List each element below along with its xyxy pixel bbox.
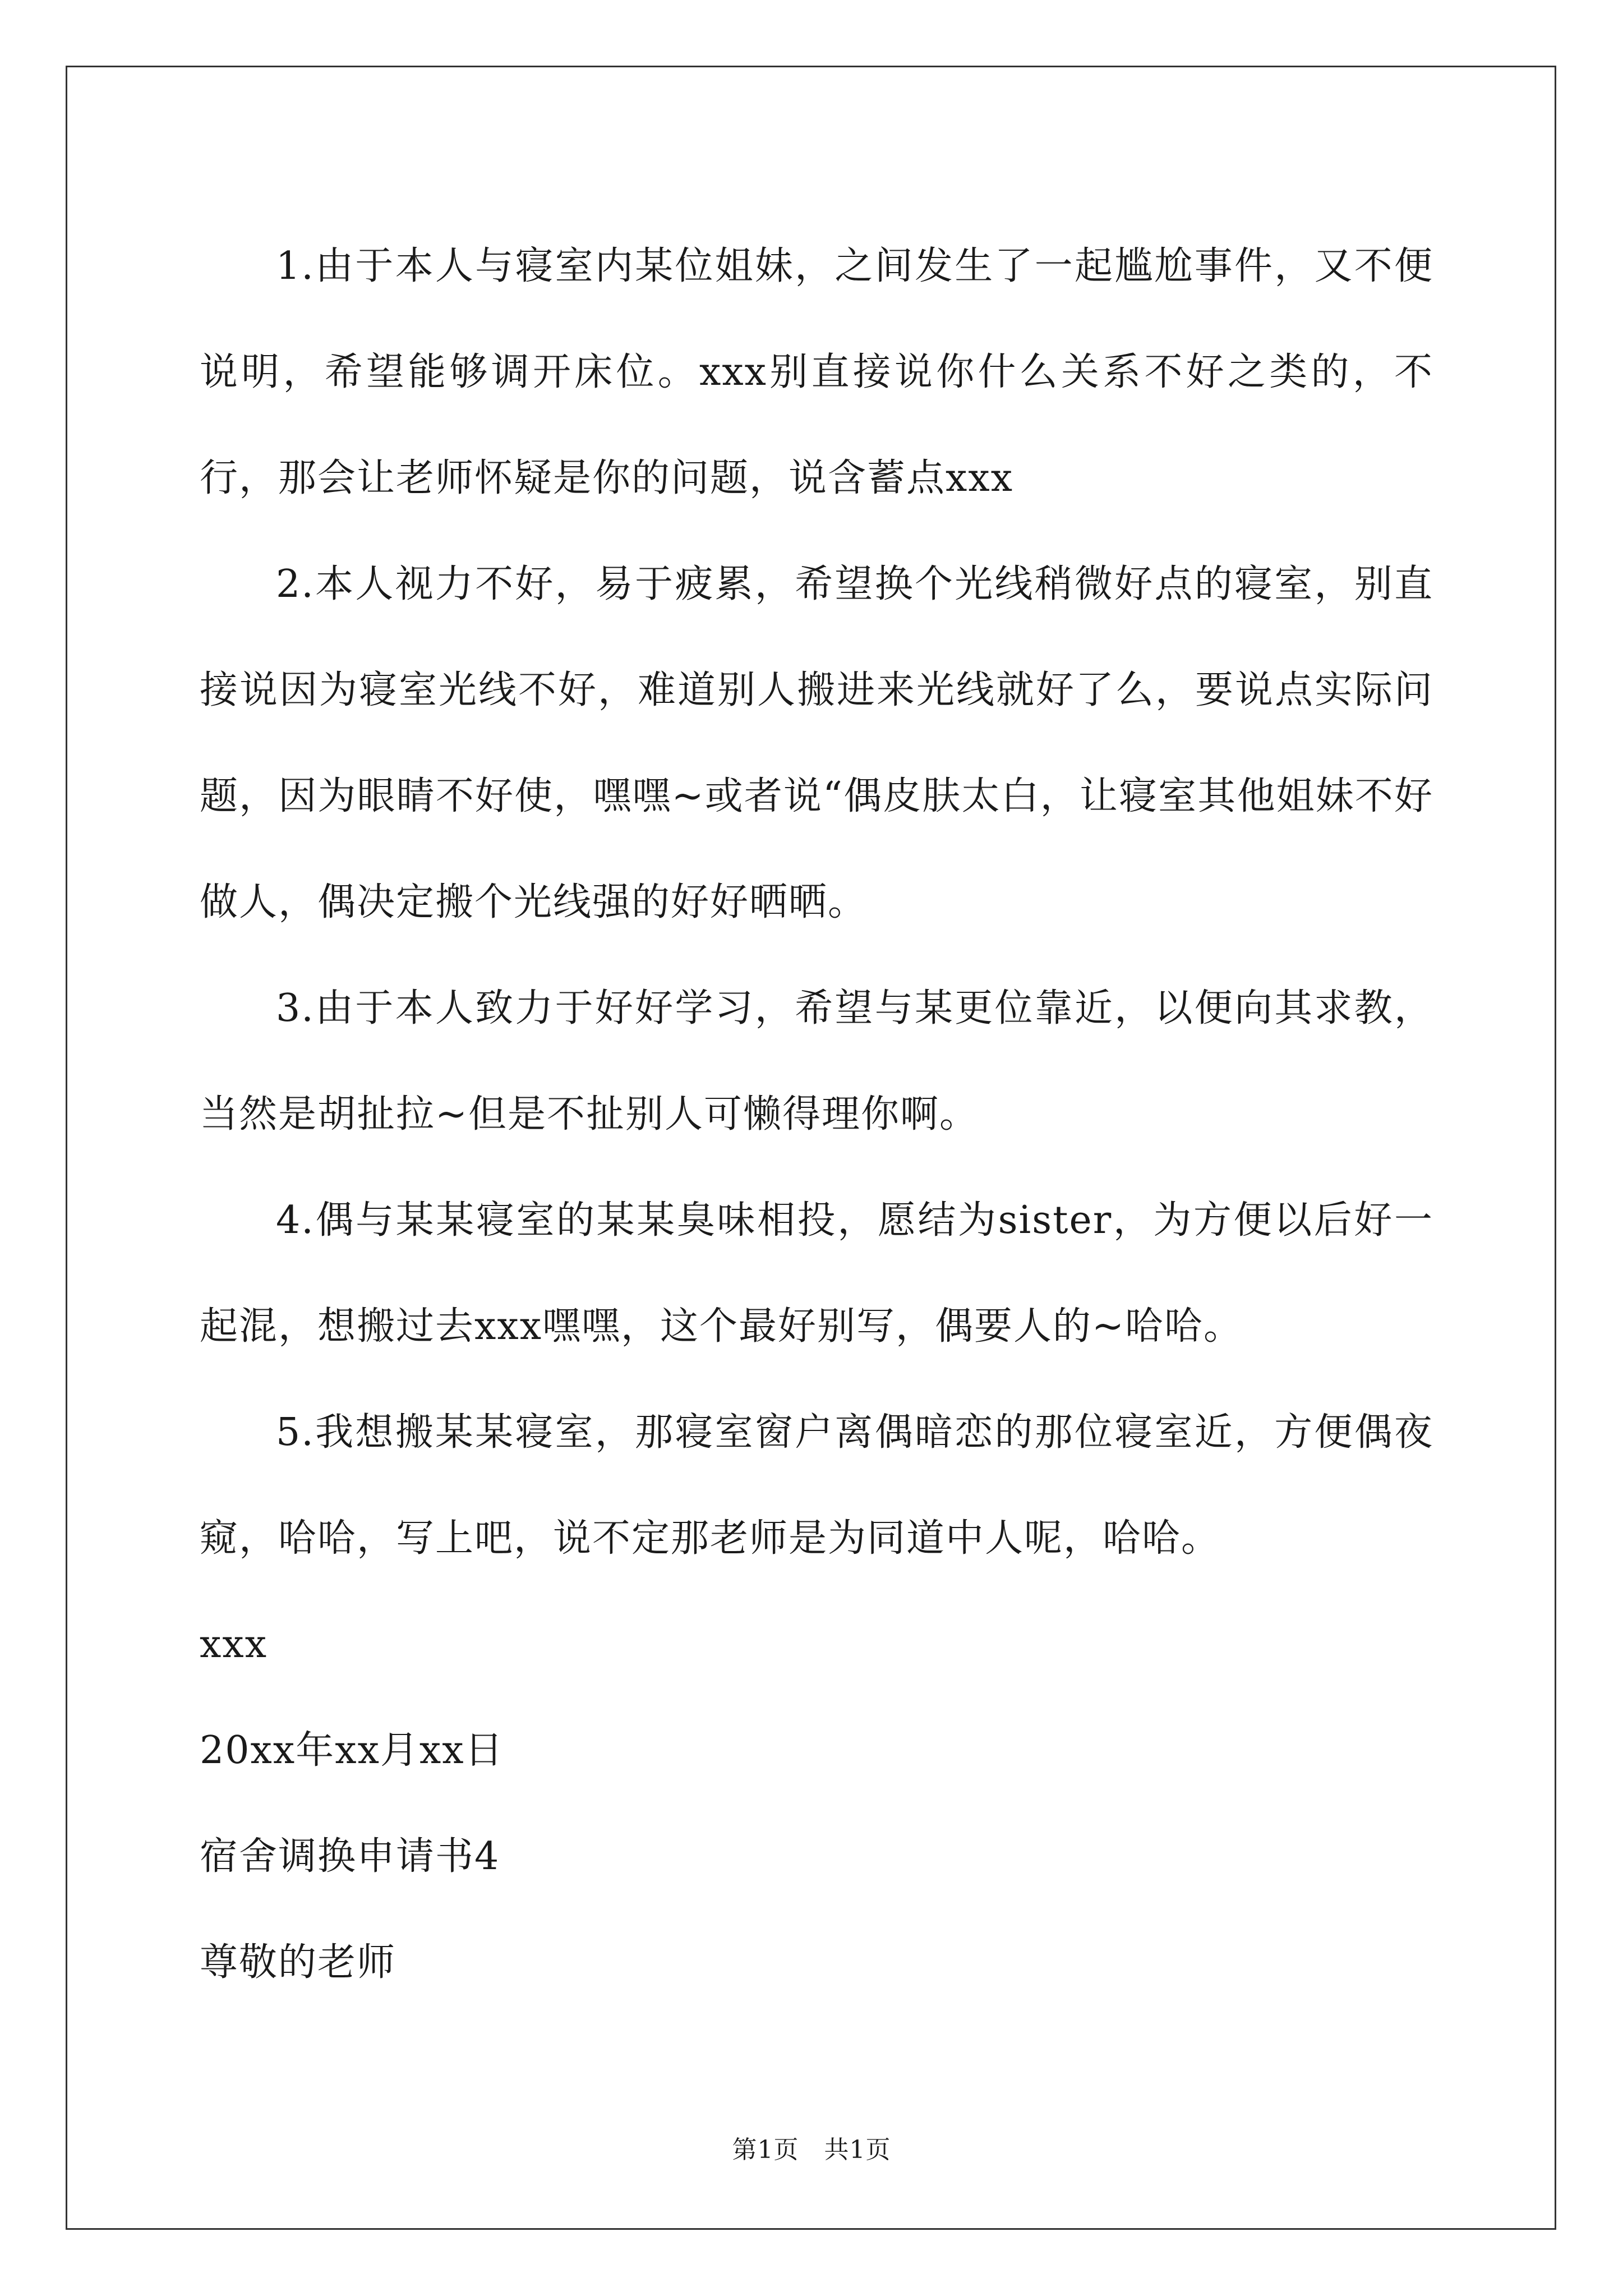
paragraph-2: 2.本人视力不好，易于疲累，希望换个光线稍微好点的寝室，别直接说因为寝室光线不好，难道别人搬进来光线就好了么，要说点实际问题，因为眼睛不好使，嘿嘿~或者说“偶皮肤太白，让寝室其他姐妹不好做人，偶决定搬个光线强的好好晒晒。 bbox=[200, 562, 1433, 924]
salutation: 尊敬的老师 bbox=[200, 1940, 396, 1985]
date-line: 20xx年xx月xx日 bbox=[200, 1728, 504, 1773]
paragraph-3: 3.由于本人致力于好好学习，希望与某更位靠近，以便向其求教，当然是胡扯拉~但是不扯别人可懒得理你啊。 bbox=[200, 986, 1433, 1137]
page-footer: 第1页 共1页 bbox=[732, 2136, 891, 2164]
paragraph-1: 1.由于本人与寝室内某位姐妹，之间发生了一起尴尬事件，又不便说明，希望能够调开床位。xxx别直接说你什么关系不好之类的，不行，那会让老师怀疑是你的问题，说含蓄点xxx bbox=[200, 244, 1433, 500]
document-body bbox=[200, 213, 1433, 2016]
paragraph-4: 4.偶与某某寝室的某某臭味相投，愿结为sister，为方便以后好一起混，想搬过去xxx嘿嘿，这个最好别写，偶要人的~哈哈。 bbox=[200, 1198, 1433, 1349]
paragraph-5: 5.我想搬某某寝室，那寝室窗户离偶暗恋的那位寝室近，方便偶夜窥，哈哈，写上吧，说不定那老师是为同道中人呢，哈哈。 bbox=[200, 1410, 1433, 1561]
section-title: 宿舍调换申请书4 bbox=[200, 1834, 500, 1879]
signature: xxx bbox=[200, 1622, 268, 1667]
